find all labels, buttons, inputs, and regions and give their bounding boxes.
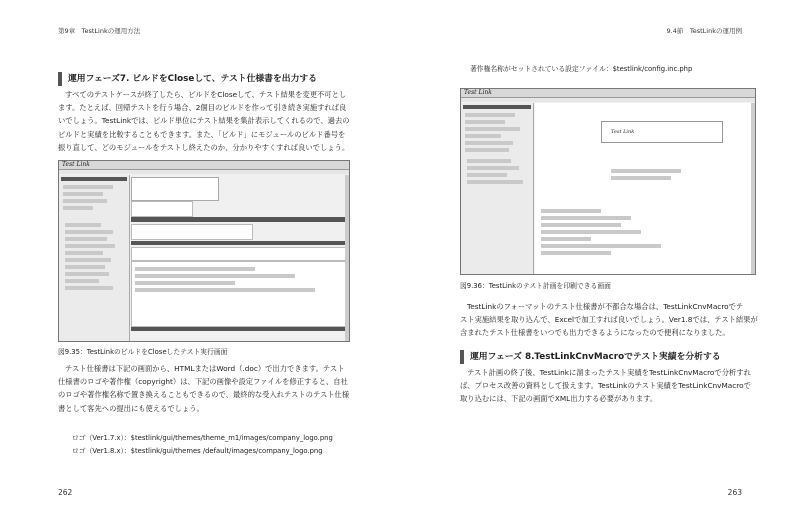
left-page-number: 262 bbox=[58, 488, 73, 497]
testlink-logo: Test Link bbox=[464, 89, 492, 96]
text-line: すべてのテストケースが終了したら、ビルドをCloseして、テスト結果を変更不可とし bbox=[65, 90, 347, 99]
section-heading-phase8: 運用フェーズ 8.TestLinkCnvMacroでテスト実績を分析する bbox=[460, 350, 770, 364]
paragraph-cnvmacro-analysis bbox=[460, 366, 760, 406]
text-line: 仕様書のロゴや著作権（copyright）は、下記の画像や設定ファイルを修正すると、自社 bbox=[58, 377, 348, 387]
logo-path-list bbox=[72, 432, 372, 458]
right-running-header: 9.4節 TestLinkの運用例 bbox=[666, 27, 742, 35]
paragraph-cnvmacro-intro bbox=[460, 300, 760, 340]
text-line: 含まれたテスト仕様書をいつでも出力できるようになったので便利になりました。 bbox=[460, 328, 730, 338]
right-page-number: 263 bbox=[727, 488, 742, 497]
text-line: ば、プロセス改善の資料として扱えます。TestLinkのテスト実績をTestLinkCnvMacroで bbox=[460, 381, 751, 391]
section-heading-phase7: 運用フェーズ7. ビルドをCloseして、テスト仕様書を出力する bbox=[58, 72, 368, 86]
figure-caption-9-35: 図9.35：TestLinkのビルドをCloseしたテスト実行画面 bbox=[58, 348, 228, 356]
right-page bbox=[400, 0, 800, 505]
text-line: ます。たとえば、回帰テストを行う場合、2個目のビルドを作って引き続き実施すれば良 bbox=[58, 103, 347, 113]
text-line: いでしょう。TestLinkでは、ビルド単位にテスト結果を集計表示してくれるので、過去の bbox=[58, 116, 350, 126]
text-line: 取り込むには、下記の画面でXML出力する必要があります。 bbox=[460, 394, 658, 404]
text-line: 書として客先への提出にも使えるでしょう。 bbox=[58, 403, 204, 413]
text-line: テスト計画の終了後、TestLinkに溜まったテスト実績をTestLinkCnvMacroで分析すれ bbox=[467, 368, 751, 377]
testlink-print-plan-screenshot bbox=[460, 88, 756, 275]
testlink-execution-screenshot bbox=[58, 160, 350, 342]
text-line: のロゴや著作権名称で置き換えることもできるので、最終的な受入れテストのテスト仕様 bbox=[58, 390, 350, 400]
paragraph-build-close bbox=[58, 88, 358, 154]
logo-path-v18: ロゴ（Ver1.8.x）：$testlink/gui/themes /default/images/company_logo.png bbox=[72, 447, 323, 456]
text-line: TestLinkのフォーマットのテスト仕様書が不都合な場合は、TestLinkCnvMacroでテ bbox=[467, 302, 744, 311]
text-line: ビルドと実績を比較することもできます。また、「ビルド」にモジュールのビルド番号を bbox=[58, 129, 346, 139]
left-running-header: 第9章 TestLinkの運用方法 bbox=[58, 27, 141, 35]
config-file-line: 著作権名称がセットされている設定ファイル：$testlink/config.inc.php bbox=[470, 65, 693, 73]
testlink-logo: Test Link bbox=[62, 161, 90, 168]
testlink-logo-print: Test Link bbox=[611, 129, 635, 135]
paragraph-spec-output bbox=[58, 362, 358, 415]
figure-caption-9-36: 図9.36：TestLinkのテスト計画を印刷できる画面 bbox=[460, 282, 611, 290]
text-line: 振り直して、どのモジュールをテストし終えたのか、分かりやすくすれば良いでしょう。 bbox=[58, 142, 350, 152]
text-line: テスト仕様書は下記の画面から、HTMLまたはWord（.doc）で出力できます。テスト bbox=[65, 364, 345, 373]
text-line: スト実施結果を取り込んで、Excelで加工すれば良いでしょう。Ver1.8では、テスト結果が bbox=[460, 315, 758, 325]
logo-path-v17: ロゴ（Ver1.7.x）：$testlink/gui/themes/theme_m1/images/company_logo.png bbox=[72, 434, 333, 442]
